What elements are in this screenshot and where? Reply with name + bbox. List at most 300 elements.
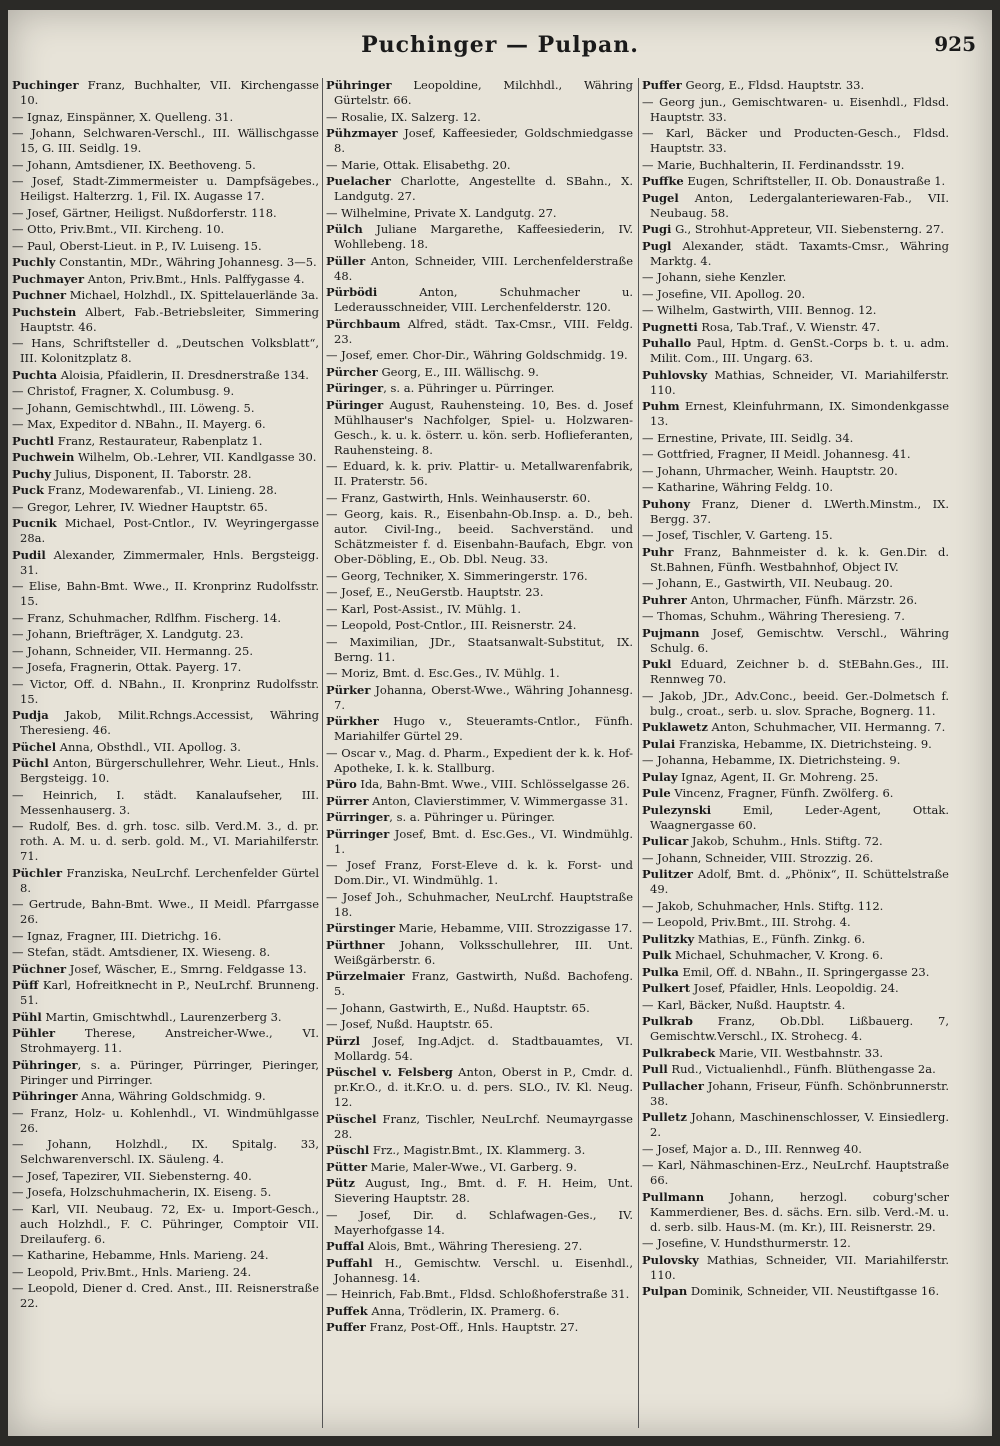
entry-details: — Johann, E., Gastwirth, VII. Neubaug. 20.: [642, 576, 893, 590]
directory-entry: [642, 222, 949, 237]
entry-surname: Puffek: [326, 1303, 368, 1318]
entry-details: — Johann, siehe Kenzler.: [642, 270, 787, 284]
directory-entry: [642, 576, 949, 591]
entry-details: Franz, Gastwirth, Nußd. Bachofeng. 5.: [334, 969, 633, 998]
directory-entry: [12, 368, 319, 383]
directory-entry: [326, 317, 633, 347]
directory-entry: [642, 803, 949, 833]
entry-details: Ernest, Kleinfuhrmann, IX. Simondenkgasse 13.: [650, 399, 949, 428]
entry-details: Franz, Tischler, NeuLrchf. Neumayrgasse 28.: [334, 1111, 633, 1141]
entry-details: — Ernestine, Private, III. Seidlg. 34.: [642, 430, 854, 445]
entry-details: Franziska, Hebamme, IX. Dietrichsteing. 9.: [675, 736, 932, 751]
directory-entry: [12, 206, 319, 221]
entry-details: — Moriz, Bmt. d. Esc.Ges., IV. Mühlg. 1.: [326, 666, 560, 680]
directory-entry: [12, 1026, 319, 1056]
directory-entry: [12, 579, 319, 609]
directory-entry: [326, 110, 633, 125]
entry-details: Josef, Gemischtw. Verschl., Währing Schulg. 6.: [650, 625, 949, 655]
directory-entry: [12, 1169, 319, 1184]
directory-entry: [326, 1176, 633, 1206]
directory-entry: [642, 270, 949, 285]
directory-entry: [326, 890, 633, 920]
entry-surname: Püchel: [12, 739, 57, 754]
directory-entry: [642, 737, 949, 752]
entry-surname: Pütz: [326, 1176, 355, 1190]
directory-entry: [12, 110, 319, 125]
entry-details: — Josef, Tischler, V. Garteng. 15.: [642, 528, 833, 542]
entry-details: — Johann, Holzhdl., IX. Spitalg. 33, Selchwarenverschl. IX. Säuleng. 4.: [12, 1137, 319, 1166]
directory-entry: [642, 174, 949, 189]
entry-surname: Pugi: [642, 222, 672, 236]
directory-entry: [326, 507, 633, 567]
directory-entry: [642, 1253, 949, 1283]
directory-entry: [326, 1112, 633, 1142]
entry-details: Josef, Kaffeesieder, Goldschmiedgasse 8.: [334, 126, 633, 155]
entry-details: Michael, Holzhdl., IX. Spittelauerlände 3a.: [66, 288, 319, 302]
directory-entry: [326, 569, 633, 584]
directory-entry: [642, 965, 949, 980]
entry-details: — Rosalie, IX. Salzerg. 12.: [326, 109, 481, 124]
entry-surname: Pugel: [642, 190, 679, 205]
entry-surname: Püringer: [326, 381, 384, 395]
entry-surname: Pürzelmaier: [326, 969, 405, 983]
entry-surname: Puffke: [642, 174, 684, 188]
directory-entry: [326, 1143, 633, 1158]
entry-surname: Pujmann: [642, 625, 700, 640]
directory-entry: [642, 753, 949, 768]
entry-details: — Johann, Selchwaren-Verschl., III. Wällischgasse 15, G. III. Seidlg. 19.: [12, 126, 319, 155]
entry-details: — Josef, Dir. d. Schlafwagen-Ges., IV. Mayerhofgasse 14.: [326, 1207, 633, 1237]
entry-details: — Johann, Schneider, VII. Hermanng. 25.: [12, 643, 253, 658]
entry-details: Anton, Priv.Bmt., Hnls. Palffygasse 4.: [84, 271, 305, 286]
entry-details: Josef, Pfaidler, Hnls. Leopoldig. 24.: [690, 981, 899, 995]
entry-details: Paul, Hptm. d. GenSt.-Corps b. t. u. adm. Milit. Com., III. Ungarg. 63.: [650, 336, 949, 365]
directory-entry: [642, 657, 949, 687]
directory-entry: [12, 1137, 319, 1167]
directory-entry: [326, 683, 633, 713]
entry-details: Eduard, Zeichner b. d. StEBahn.Ges., III. Rennweg 70.: [650, 657, 949, 686]
directory-entry: [326, 1256, 633, 1286]
entry-details: Marie, Maler-Wwe., VI. Garberg. 9.: [367, 1159, 577, 1174]
directory-entry: [326, 666, 633, 681]
entry-details: — Franz, Schuhmacher, Rdlfhm. Fischerg. 14.: [12, 610, 282, 625]
entry-details: Mathias, E., Fünfh. Zinkg. 6.: [694, 931, 866, 946]
entry-details: Martin, Gmischtwhdl., Laurenzerberg 3.: [41, 1009, 282, 1024]
entry-surname: Pulitzky: [642, 931, 695, 946]
entry-details: — Jakob, Schuhmacher, Hnls. Stiftg. 112.: [642, 898, 884, 913]
entry-details: — Leopold, Post-Cntlor., III. Reisnerstr. 24.: [326, 618, 577, 632]
entry-details: — Eduard, k. k. priv. Plattir- u. Metallwarenfabrik, II. Praterstr. 56.: [326, 459, 633, 488]
entry-surname: Pullacher: [642, 1078, 704, 1093]
entry-surname: Pürchbaum: [326, 316, 401, 331]
entry-details: — Johann, Briefträger, X. Landgutg. 23.: [12, 627, 244, 641]
directory-entry: [12, 1106, 319, 1136]
entry-details: — Katharine, Hebamme, Hnls. Marieng. 24.: [12, 1248, 269, 1262]
entry-details: — Franz, Holz- u. Kohlenhdl., VI. Windmühlgasse 26.: [12, 1105, 319, 1135]
entry-surname: Pudil: [12, 547, 46, 562]
directory-entry: [642, 1110, 949, 1140]
entry-details: — Karl, Bäcker, Nußd. Hauptstr. 4.: [642, 997, 846, 1012]
column-1: [12, 78, 319, 1428]
entry-surname: Püschel v. Felsberg: [326, 1065, 453, 1079]
directory-entry: [12, 126, 319, 156]
entry-details: , s. a. Pühringer u. Püringer.: [389, 810, 555, 824]
entry-surname: Puchwein: [12, 450, 75, 464]
entry-details: — Josefine, V. Hundsthurmerstr. 12.: [642, 1236, 851, 1250]
entry-details: — Heinrich, Fab.Bmt., Fldsd. Schloßhoferstraße 31.: [326, 1287, 630, 1301]
entry-details: — Leopold, Diener d. Cred. Anst., III. Reisnerstraße 22.: [12, 1281, 319, 1310]
entry-surname: Pülch: [326, 222, 363, 236]
directory-entry: [642, 1236, 949, 1251]
entry-details: — Josefine, VII. Apollog. 20.: [642, 286, 806, 301]
entry-details: — Wilhelmine, Private X. Landgutg. 27.: [326, 205, 557, 220]
entry-details: — Ignaz, Einspänner, X. Quelleng. 31.: [12, 109, 234, 124]
entry-details: — Christof, Fragner, X. Columbusg. 9.: [12, 384, 235, 398]
directory-entry: [642, 497, 949, 527]
column-3: [642, 78, 949, 1428]
directory-entry: [642, 720, 949, 735]
entry-surname: Püro: [326, 777, 357, 791]
entry-details: Emil, Leder-Agent, Ottak. Waagnergasse 60.: [650, 802, 949, 832]
entry-details: — Heinrich, I. städt. Kanalaufseher, III. Messenhauserg. 3.: [12, 787, 319, 817]
directory-entry: [326, 285, 633, 315]
directory-entry: [642, 1158, 949, 1188]
directory-entry: [12, 78, 319, 108]
entry-details: — Gregor, Lehrer, IV. Wiedner Hauptstr. 65.: [12, 499, 268, 514]
directory-entry: [642, 239, 949, 269]
entry-surname: Pühzmayer: [326, 126, 398, 140]
directory-entry: [642, 287, 949, 302]
entry-details: — Ignaz, Fragner, III. Dietrichg. 16.: [12, 928, 222, 943]
entry-details: — Johann, Schneider, VIII. Strozzig. 26.: [642, 850, 874, 865]
entry-details: Anton, Oberst in P., Cmdr. d. pr.Kr.O., d. it.Kr.O. u. d. pers. SLO., IV. Kl. Neug. 12.: [334, 1065, 633, 1109]
entry-surname: Puchy: [12, 466, 52, 481]
directory-entry: [12, 708, 319, 738]
entry-details: Frz., Magistr.Bmt., IX. Klammerg. 3.: [369, 1143, 586, 1157]
directory-entry: [12, 611, 319, 626]
entry-details: Johann, Maschinenschlosser, V. Einsiedlerg. 2.: [650, 1110, 949, 1139]
directory-entry: [12, 962, 319, 977]
entry-details: Adolf, Bmt. d. „Phönix“, II. Schüttelstraße 49.: [650, 867, 949, 896]
entry-surname: Pugnetti: [642, 319, 698, 334]
entry-surname: Pule: [642, 786, 671, 800]
entry-details: , s. a. Püringer, Pürringer, Pieringer, Piringer und Pirringer.: [20, 1057, 319, 1087]
directory-entry: [642, 336, 949, 366]
entry-surname: Püff: [12, 978, 39, 992]
directory-entry: [642, 464, 949, 479]
directory-entry: [642, 998, 949, 1013]
directory-entry: [326, 1239, 633, 1254]
entry-details: — Josefa, Holzschuhmacherin, IX. Eiseng. 5.: [12, 1185, 272, 1199]
entry-details: — Josef Joh., Schuhmacher, NeuLrchf. Hauptstraße 18.: [326, 889, 633, 919]
directory-entry: [12, 978, 319, 1008]
directory-entry: [642, 320, 949, 335]
entry-surname: Puhallo: [642, 336, 692, 350]
directory-entry: [326, 491, 633, 506]
directory-entry: [642, 1142, 949, 1157]
entry-details: Jakob, Milit.Rchngs.Accessist, Währing Theresieng. 46.: [20, 708, 319, 737]
entry-surname: Puchtl: [12, 433, 55, 448]
entry-details: — Josefa, Fragnerin, Ottak. Payerg. 17.: [12, 660, 242, 674]
directory-entry: [326, 126, 633, 156]
entry-details: — Georg, Techniker, X. Simmeringerstr. 176.: [326, 568, 588, 583]
directory-entry: [642, 1284, 949, 1299]
entry-surname: Püller: [326, 253, 366, 268]
entry-details: Anton, Bürgerschullehrer, Wehr. Lieut., Hnls. Bergsteigg. 10.: [20, 756, 319, 785]
directory-entry: [326, 618, 633, 633]
entry-details: — Josef, E., NeuGerstb. Hauptstr. 23.: [326, 585, 544, 599]
entry-surname: Pukl: [642, 657, 672, 671]
entry-surname: Pulkrabeck: [642, 1045, 716, 1060]
directory-entry: [326, 714, 633, 744]
entry-details: Alexander, Zimmermaler, Hnls. Bergsteigg. 31.: [20, 547, 319, 577]
entry-surname: Puffal: [326, 1239, 365, 1253]
entry-details: Anton, Schuhmacher u. Lederausschneider, VIII. Lerchenfelderstr. 120.: [334, 285, 633, 314]
directory-entry: [12, 467, 319, 482]
entry-details: — Otto, Priv.Bmt., VII. Kircheng. 10.: [12, 222, 225, 236]
entry-details: — Max, Expeditor d. NBahn., II. Mayerg. 6.: [12, 417, 266, 431]
directory-entry: [642, 851, 949, 866]
entry-details: Anton, Clavierstimmer, V. Wimmergasse 31.: [368, 793, 629, 808]
entry-surname: Pulay: [642, 769, 678, 784]
directory-entry: [12, 174, 319, 204]
directory-entry: [326, 921, 633, 936]
directory-entry: [12, 500, 319, 515]
entry-details: Rud., Victualienhdl., Fünfh. Blüthengasse 2a.: [667, 1062, 936, 1076]
entry-details: Franz, Restaurateur, Rabenplatz 1.: [54, 433, 263, 448]
directory-entry: [642, 447, 949, 462]
entry-surname: Pürbödi: [326, 285, 378, 299]
entry-details: Hugo v., Steueramts-Cntlor., Fünfh. Mariahilfer Gürtel 29.: [334, 714, 633, 743]
entry-surname: Puck: [12, 483, 44, 497]
directory-entry: [642, 191, 949, 221]
directory-entry: [12, 450, 319, 465]
directory-entry: [12, 255, 319, 270]
entry-details: Alexander, städt. Taxamts-Cmsr., Währing Marktg. 4.: [650, 238, 949, 268]
directory-entry: [642, 609, 949, 624]
directory-entry: [326, 827, 633, 857]
entry-details: — Rudolf, Bes. d. grh. tosc. silb. Verd.M. 3., d. pr. roth. A. M. u. d. serb. gold. M., VI. Mariahilferstr. 71.: [12, 819, 319, 863]
directory-entry: [642, 834, 949, 849]
entry-surname: Pulk: [642, 948, 672, 962]
entry-surname: Pucnik: [12, 516, 57, 530]
directory-entry: [642, 431, 949, 446]
directory-entry: [12, 644, 319, 659]
entry-details: Alfred, städt. Tax-Cmsr., VIII. Feldg. 23.: [334, 316, 633, 346]
entry-details: — Hans, Schriftsteller d. „Deutschen Volksblatt“, III. Kolonitzplatz 8.: [12, 336, 319, 365]
directory-entry: [642, 899, 949, 914]
entry-surname: Pürzl: [326, 1033, 360, 1048]
entry-surname: Puhr: [642, 544, 674, 559]
directory-entry: [326, 1034, 633, 1064]
entry-surname: Puchly: [12, 255, 56, 269]
entry-details: Albert, Fab.-Betriebsleiter, Simmering Hauptstr. 46.: [20, 304, 319, 334]
entry-details: — Oscar v., Mag. d. Pharm., Expedient der k. k. Hof-Apotheke, I. k. k. Stallburg.: [326, 745, 633, 775]
directory-entry: [326, 1208, 633, 1238]
entry-details: — Paul, Oberst-Lieut. in P., IV. Luiseng. 15.: [12, 238, 262, 253]
entry-surname: Puchta: [12, 367, 58, 382]
entry-surname: Pühringer: [326, 78, 392, 92]
entry-details: Dominik, Schneider, VII. Neustiftgasse 16.: [687, 1284, 940, 1298]
directory-entry: [642, 1046, 949, 1061]
directory-entry: [12, 929, 319, 944]
entry-surname: Püchner: [12, 961, 67, 976]
entry-details: Constantin, MDr., Währing Johannesg. 3—5.: [55, 255, 317, 269]
directory-entry: [12, 401, 319, 416]
entry-details: — Marie, Ottak. Elisabethg. 20.: [326, 157, 511, 172]
directory-entry: [12, 483, 319, 498]
directory-entry: [642, 545, 949, 575]
directory-entry: [326, 746, 633, 776]
entry-details: Aloisia, Pfaidlerin, II. Dresdnerstraße 134.: [57, 367, 309, 382]
directory-entry: [12, 897, 319, 927]
directory-entry: [12, 788, 319, 818]
directory-entry: [12, 222, 319, 237]
entry-surname: Pütter: [326, 1159, 368, 1174]
entry-details: Leopoldine, Milchhdl., Währing Gürtelstr. 66.: [334, 78, 633, 107]
entry-details: Anton, Schneider, VIII. Lerchenfelderstraße 48.: [334, 253, 633, 283]
directory-entry: [12, 288, 319, 303]
entry-details: Johann, Volksschullehrer, III. Unt. Weißgärberstr. 6.: [334, 937, 633, 967]
directory-entry: [326, 381, 633, 396]
entry-surname: Pulletz: [642, 1110, 687, 1124]
entry-details: Franz, Diener d. LWerth.Minstm., IX. Bergg. 37.: [650, 496, 949, 526]
directory-entry: [12, 305, 319, 335]
directory-entry: [326, 1304, 633, 1319]
entry-surname: Pudja: [12, 708, 49, 722]
directory-entry: [12, 434, 319, 449]
entry-surname: Pürkher: [326, 714, 379, 728]
directory-entry: [12, 336, 319, 366]
entry-details: Anton, Ledergalanteriewaren-Fab., VII. Neubaug. 58.: [650, 190, 949, 220]
directory-entry: [642, 78, 949, 93]
entry-details: G., Strohhut-Appreteur, VII. Siebensterng. 27.: [671, 222, 945, 236]
entry-details: — Gottfried, Fragner, II Meidl. Johannesg. 41.: [642, 447, 911, 461]
entry-surname: Pürcher: [326, 364, 378, 379]
directory-entry: [12, 1265, 319, 1280]
entry-surname: Pühringer: [12, 1089, 78, 1103]
directory-entry: [326, 174, 633, 204]
entry-surname: Pulka: [642, 964, 679, 979]
entry-details: Johanna, Oberst-Wwe., Währing Johannesg. 7.: [334, 682, 633, 712]
entry-details: — Josef, Tapezirer, VII. Siebensterng. 40.: [12, 1168, 252, 1183]
entry-details: Ida, Bahn-Bmt. Wwe., VIII. Schlösselgasse 26.: [356, 777, 630, 791]
entry-details: Marie, VII. Westbahnstr. 33.: [715, 1045, 884, 1060]
entry-details: Mathias, Schneider, VI. Mariahilferstr. 110.: [650, 367, 949, 397]
entry-surname: Puhony: [642, 496, 691, 511]
entry-surname: Puffahl: [326, 1255, 373, 1270]
entry-details: — Josef Franz, Forst-Eleve d. k. k. Forst- und Dom.Dir., VI. Windmühlg. 1.: [326, 858, 633, 887]
entry-details: Johann, Friseur, Fünfh. Schönbrunnerstr. 38.: [650, 1078, 949, 1108]
entry-surname: Puchstein: [12, 304, 77, 319]
entry-surname: Pulai: [642, 736, 676, 751]
entry-details: Josef, Wäscher, E., Smrng. Feldgasse 13.: [66, 961, 307, 976]
directory-entry: [12, 1089, 319, 1104]
directory-entry: [642, 1014, 949, 1044]
column-divider: [638, 78, 639, 1428]
entry-surname: Puchinger: [12, 78, 79, 92]
directory-entry: [12, 660, 319, 675]
directory-entry: [642, 1190, 949, 1235]
directory-entry: [642, 528, 949, 543]
entry-details: — Georg jun., Gemischtwaren- u. Eisenhdl., Fldsd. Hauptstr. 33.: [642, 94, 949, 124]
directory-entry: [326, 1320, 633, 1335]
directory-entry: [642, 867, 949, 897]
entry-details: Juliane Margarethe, Kaffeesiederin, IV. Wohllebeng. 18.: [334, 222, 633, 251]
entry-details: Michael, Post-Cntlor., IV. Weyringergasse 28a.: [20, 516, 319, 545]
entry-details: Johann, herzogl. coburg'scher Kammerdiener, Bes. d. sächs. Ern. silb. Verd.-M. u. d. serb. silb. Haus-M. (m. Kr.), III. Reisnerstr. 29.: [650, 1189, 949, 1234]
directory-entry: [326, 635, 633, 665]
entry-details: Alois, Bmt., Währing Theresieng. 27.: [364, 1239, 583, 1253]
directory-entry: [12, 239, 319, 254]
entry-details: Franz, Bahnmeister d. k. k. Gen.Dir. d. St.Bahnen, Fünfh. Westbahnhof, Object IV.: [650, 544, 949, 574]
entry-details: — Marie, Buchhalterin, II. Ferdinandsstr. 19.: [642, 157, 905, 172]
entry-surname: Pulkrab: [642, 1014, 693, 1028]
directory-page: [8, 10, 992, 1436]
entry-details: Rosa, Tab.Traf., V. Wienstr. 47.: [697, 319, 880, 334]
entry-details: — Johann, Gemischtwhdl., III. Löweng. 5.: [12, 400, 255, 415]
entry-surname: Püchler: [12, 865, 63, 880]
entry-details: Vincenz, Fragner, Fünfh. Zwölferg. 6.: [670, 786, 894, 800]
directory-entry: [642, 126, 949, 156]
directory-entry: [326, 222, 633, 252]
entry-surname: Pühler: [12, 1026, 56, 1040]
directory-entry: [326, 794, 633, 809]
directory-entry: [12, 272, 319, 287]
entry-details: — Stefan, städt. Amtsdiener, IX. Wieseng. 8.: [12, 945, 271, 959]
directory-entry: [326, 810, 633, 825]
page-number: 925: [934, 32, 976, 56]
directory-entry: [326, 459, 633, 489]
entry-details: — Johann, Gastwirth, E., Nußd. Hauptstr. 65.: [326, 1000, 590, 1015]
directory-entry: [326, 969, 633, 999]
entry-surname: Pürringer: [326, 826, 390, 841]
entry-details: Emil, Off. d. NBahn., II. Springergasse 23.: [678, 964, 930, 979]
entry-surname: Puhrer: [642, 592, 687, 607]
entry-details: — Josef, Stadt-Zimmermeister u. Dampfsägebes., Heiligst. Halterzrg. 1, Fil. IX. Augasse 17.: [12, 174, 319, 203]
directory-entry: [12, 756, 319, 786]
entry-details: Ignaz, Agent, II. Gr. Mohreng. 25.: [677, 769, 879, 784]
entry-details: — Georg, kais. R., Eisenbahn-Ob.Insp. a. D., beh. autor. Civil-Ing., beeid. Sachverständ. und Schätzmeister f. d. Eisenbahn-Baufach, Ebgr. von Ober-Döbling, E., Ob. Dbl. Neug. 33.: [326, 507, 633, 566]
entry-surname: Pulicar: [642, 834, 689, 848]
directory-entry: [12, 1010, 319, 1025]
entry-details: Eugen, Schriftsteller, II. Ob. Donaustraße 1.: [683, 174, 946, 188]
directory-entry: [326, 1065, 633, 1110]
entry-surname: Püringer: [326, 397, 384, 412]
directory-entry: [642, 368, 949, 398]
directory-entry: [642, 1079, 949, 1109]
entry-details: Jakob, Schuhm., Hnls. Stiftg. 72.: [688, 834, 883, 848]
entry-surname: Puhlovsky: [642, 367, 708, 382]
entry-details: — Josef, Major a. D., III. Rennweg 40.: [642, 1141, 862, 1156]
directory-entry: [642, 1062, 949, 1077]
entry-surname: Puklawetz: [642, 720, 708, 734]
entry-details: H., Gemischtw. Verschl. u. Eisenhdl., Johannesg. 14.: [334, 1255, 633, 1285]
directory-entry: [12, 158, 319, 173]
directory-entry: [642, 626, 949, 656]
entry-details: — Leopold, Priv.Bmt., Hnls. Marieng. 24.: [12, 1264, 252, 1279]
entry-details: Anna, Trödlerin, IX. Pramerg. 6.: [367, 1303, 560, 1318]
directory-entry: [642, 981, 949, 996]
entry-surname: Pürringer: [326, 810, 390, 824]
entry-details: — Wilhelm, Gastwirth, VIII. Bennog. 12.: [642, 303, 877, 317]
entry-details: Karl, Hofreitknecht in P., NeuLrchf. Brunneng. 51.: [20, 978, 319, 1007]
entry-details: Franz, Ob.Dbl. Lißbauerg. 7, Gemischtw.Verschl., IX. Strohecg. 4.: [650, 1014, 949, 1043]
entry-details: Anna, Währing Goldschmidg. 9.: [77, 1089, 266, 1103]
directory-entry: [12, 740, 319, 755]
directory-entry: [326, 206, 633, 221]
entry-surname: Pürker: [326, 682, 371, 697]
